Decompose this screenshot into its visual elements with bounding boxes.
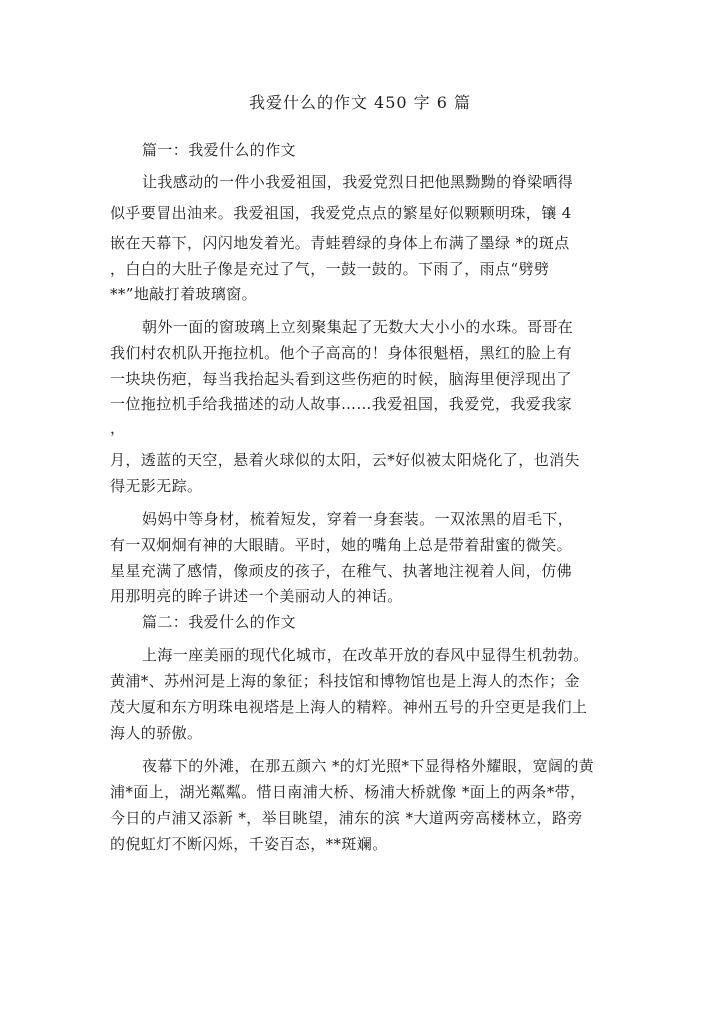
paragraph-line: 我们村农机队开拖拉机。他个子高高的！身体很魁梧，黑红的脸上有 [110,344,573,362]
paragraph-line: 用那明亮的眸子讲述一个美丽动人的神话。 [110,587,403,605]
paragraph-line: 似乎要冒出油来。我爱祖国，我爱党点点的繁星好似颗颗明珠，镶 4 [110,204,572,222]
paragraph-line: 星星充满了感情，像顽皮的孩子，在稚气、执著地注视着人间，仿佛 [110,562,573,580]
document-title: 我爱什么的作文 450 字 6 篇 [248,93,472,112]
paragraph-line: 朝外一面的窗玻璃上立刻聚集起了无数大大小小的水珠。哥哥在 [142,318,574,336]
paragraph-line: 妈妈中等身材，梳着短发，穿着一身套装。一双浓黑的眉毛下， [142,510,574,528]
paragraph-line: 黄浦*、苏州河是上海的象征；科技馆和博物馆也是上海人的杰作；金 [110,672,580,690]
paragraph-line: 让我感动的一件小我爱祖国，我爱党烈日把他黑黝黝的脊梁晒得 [142,173,574,191]
paragraph-line: **”地敲打着玻璃窗。 [110,285,258,303]
paragraph-line: 一块块伤疤，每当我抬起头看到这些伤疤的时候，脑海里便浮现出了 [110,370,573,388]
paragraph-line: 今日的卢浦又添新 *，举目眺望，浦东的滨 *大道两旁高楼林立，路旁 [110,809,583,827]
paragraph-line: 夜幕下的外滩，在那五颜六 *的灯光照*下显得格外耀眼，宽阔的黄 [142,757,595,775]
section-heading-1: 篇一：我爱什么的作文 [142,141,297,159]
paragraph-line: 有一双炯炯有神的大眼睛。平时，她的嘴角上总是带着甜蜜的微笑。 [110,536,573,554]
paragraph-line: 茂大厦和东方明珠电视塔是上海人的精粹。神州五号的升空更是我们上 [110,698,588,716]
paragraph-line: 一位拖拉机手给我描述的动人故事……我爱祖国，我爱党，我爱我家 [110,395,573,413]
paragraph-line: ， [110,419,126,437]
paragraph-line: 嵌在天幕下，闪闪地发着光。青蛙碧绿的身体上布满了墨绿 *的斑点 [110,234,570,252]
paragraph-line: 浦*面上，湖光粼粼。惜日南浦大桥、杨浦大桥就像 *面上的两条*带， [110,783,586,801]
section-heading-2: 篇二：我爱什么的作文 [142,613,297,631]
paragraph-line: 海人的骄傲。 [110,724,203,742]
paragraph-line: 上海一座美丽的现代化城市，在改革开放的春风中显得生机勃勃。 [142,646,589,664]
paragraph-line: 的倪虹灯不断闪烁，千姿百态，**斑斓。 [110,835,388,853]
paragraph-line: 月，透蓝的天空，悬着火球似的太阳，云*好似被太阳烧化了，也消失 [110,451,580,469]
paragraph-line: ，白白的大肚子像是充过了气，一鼓一鼓的。下雨了，雨点“劈劈 [110,260,550,278]
paragraph-line: 得无影无踪。 [110,477,203,495]
